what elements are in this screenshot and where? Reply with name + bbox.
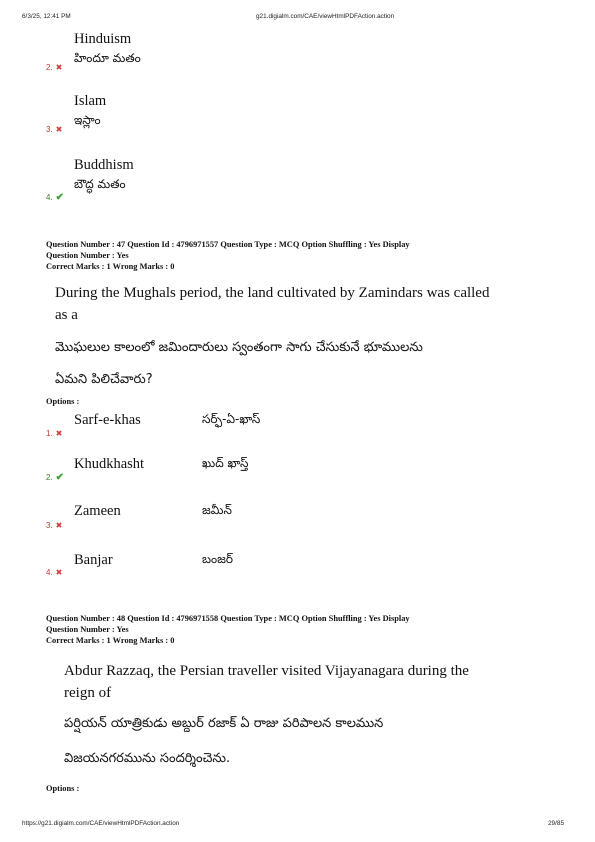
option-english: Buddhism (74, 157, 134, 173)
wrong-mark-icon: ✖ (55, 63, 63, 72)
option-number: 2. ✖ (46, 63, 63, 72)
option-telugu: బంజర్ (202, 552, 233, 566)
option-english: Islam (74, 93, 107, 109)
option-telugu: హిందూ మతం (74, 51, 141, 65)
option-telugu: ఇస్లాం (74, 113, 101, 127)
print-url: g21.digialm.com/CAE/viewHtmlPDFAction.action (256, 13, 395, 20)
option-english: Khudkhasht (74, 456, 145, 472)
page-number: 29/85 (548, 820, 564, 827)
question-text-telugu: ఏమని పిలిచేవారు? (55, 372, 153, 387)
option-english: Sarf-e-khas (74, 412, 141, 428)
question-meta: Question Number : 48 Question Id : 4796971558 Question Type : MCQ Option Shuffling : Yes Display Question Number : Yes Correct Marks : 1 Wrong Marks : 0 (46, 614, 410, 645)
option-english: Banjar (74, 552, 113, 568)
wrong-mark-icon: ✖ (55, 521, 63, 530)
wrong-mark-icon: ✖ (55, 429, 63, 438)
option-english: Zameen (74, 503, 121, 519)
question-text-telugu: మొఘలుల కాలంలో జమిందారులు స్వంతంగా సాగు చేసుకునే భూములను (55, 340, 423, 355)
wrong-mark-icon: ✖ (55, 568, 63, 577)
correct-check-icon: ✔ (55, 192, 65, 203)
options-label: Options : (46, 784, 80, 793)
option-number: 3. ✖ (46, 125, 63, 134)
option-english: Hinduism (74, 31, 132, 47)
print-datetime: 6/3/25, 12:41 PM (22, 13, 71, 20)
question-text-telugu: పర్షియన్ యాత్రికుడు అబ్దుర్ రజాక్ ఏ రాజు పరిపాలన కాలమున (64, 716, 384, 731)
wrong-mark-icon: ✖ (55, 125, 63, 134)
option-number: 2. ✔ (46, 472, 65, 483)
option-number: 4. ✖ (46, 568, 63, 577)
question-text-telugu: విజయనగరమును సందర్శించెను. (64, 751, 231, 766)
question-meta: Question Number : 47 Question Id : 4796971557 Question Type : MCQ Option Shuffling : Yes Display Question Number : Yes Correct Marks : 1 Wrong Marks : 0 (46, 240, 410, 271)
correct-check-icon: ✔ (55, 472, 65, 483)
option-number: 3. ✖ (46, 521, 63, 530)
question-text-english: Abdur Razzaq, the Persian traveller visited Vijayanagara during the reign of (64, 663, 469, 701)
option-telugu: జమీన్ (202, 503, 232, 517)
option-number: 1. ✖ (46, 429, 63, 438)
footer-url: https://g21.digialm.com/CAE/viewHtmlPDFAction.action (22, 820, 180, 827)
question-text-english: During the Mughals period, the land cultivated by Zamindars was called as a (55, 285, 490, 323)
option-telugu: సర్ఫ్-ఏ-ఖాస్ (202, 412, 261, 426)
option-telugu: బౌద్ధ మతం (74, 177, 126, 191)
option-number: 4. ✔ (46, 192, 65, 203)
option-telugu: ఖుద్ ఖాస్త్ (202, 456, 249, 470)
options-label: Options : (46, 397, 80, 406)
